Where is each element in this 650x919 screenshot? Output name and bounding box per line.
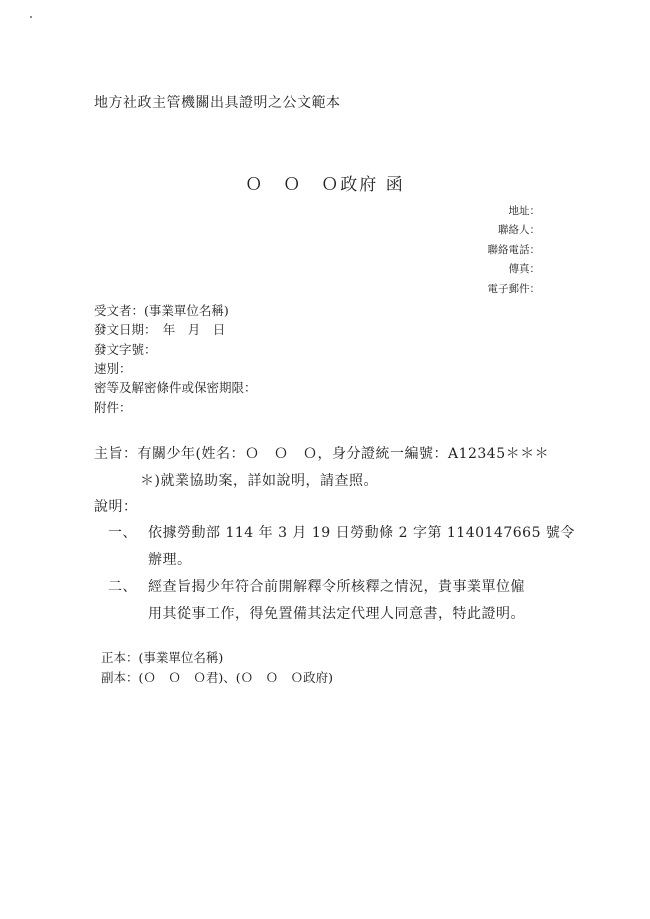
explanation-item-2-line-1: 經查旨揭少年符合前開解釋令所核釋之情況，貴事業單位僱 <box>148 579 525 595</box>
subject-text-2: ＊)就業協助案，詳如說明，請查照。 <box>140 473 378 489</box>
carbon-copy-line: 副本：(Ｏ Ｏ Ｏ君)、(Ｏ Ｏ Ｏ政府) <box>101 670 334 685</box>
scan-speck <box>30 16 32 18</box>
explanation-item-1-line-2: 辦理。 <box>148 552 192 568</box>
subject-label: 主旨： <box>94 446 138 462</box>
classification-field: 密等及解密條件或保密期限： <box>94 380 257 395</box>
template-title: 地方社政主管機關出具證明之公文範本 <box>94 95 341 111</box>
explanation-item-1-line-1: 依據勞動部 114 年 3 月 19 日勞動條 2 字第 1140147665 號令 <box>148 525 575 541</box>
urgency-field: 速別： <box>94 361 132 376</box>
attachment-field: 附件： <box>94 400 132 415</box>
explanation-item-1-number: 一、 <box>108 525 137 541</box>
agency-letter-title: Ｏ Ｏ Ｏ政府 函 <box>245 175 405 195</box>
original-copy-line: 正本：(事業單位名稱) <box>101 650 224 665</box>
subject-line-1 <box>94 443 549 463</box>
contact-email-label: 電子郵件： <box>487 283 540 295</box>
contact-address-label: 地址： <box>508 205 540 217</box>
contact-phone-label: 聯絡電話： <box>487 244 540 256</box>
contact-fax-label: 傳真： <box>508 263 540 275</box>
contact-person-label: 聯絡人： <box>498 224 540 236</box>
explanation-item-2-number: 二、 <box>108 579 137 595</box>
recipient-field: 受文者：(事業單位名稱) <box>94 303 229 318</box>
document-number-field: 發文字號： <box>94 342 157 357</box>
subject-text-1: 有關少年(姓名：Ｏ Ｏ Ｏ，身分證統一編號：A12345＊＊＊ <box>137 446 550 462</box>
explanation-label: 說明： <box>94 499 138 515</box>
explanation-item-2-line-2: 用其從事工作，得免置備其法定代理人同意書，特此證明。 <box>148 606 525 622</box>
issue-date-field: 發文日期： 年 月 日 <box>94 322 226 337</box>
